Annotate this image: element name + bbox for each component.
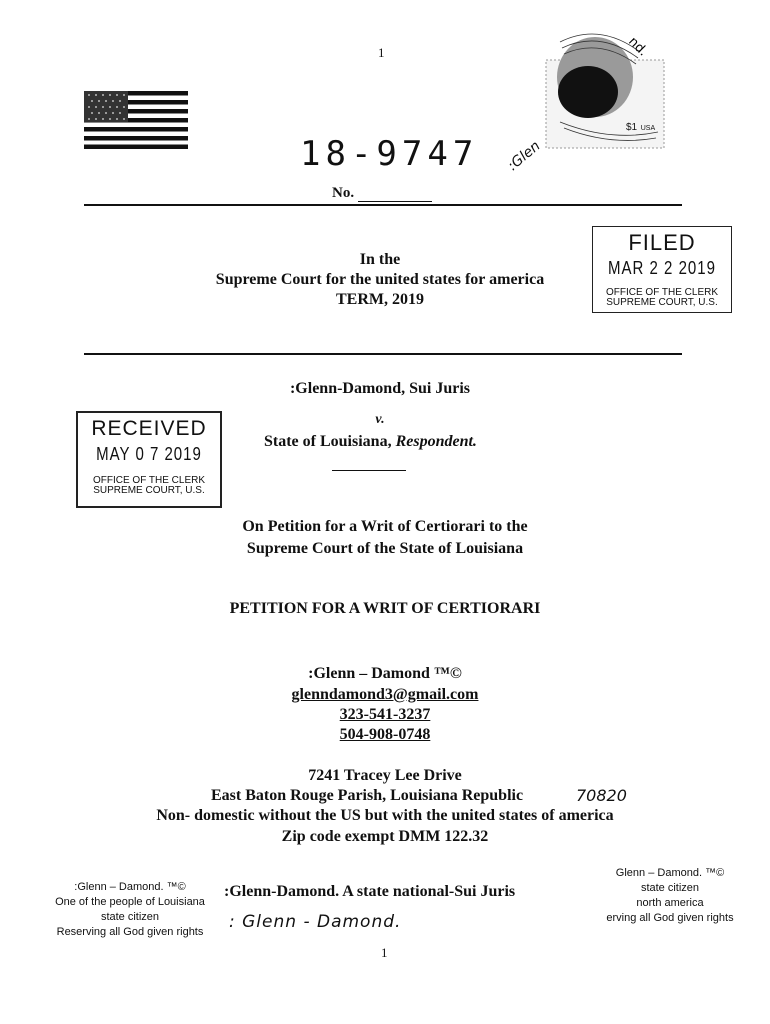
no-label: No. xyxy=(332,185,355,201)
petition-line-1: On Petition for a Writ of Certiorari to the xyxy=(242,518,528,535)
signature-left-line-4: Reserving all God given rights xyxy=(56,926,204,938)
stamp-country-text: USA xyxy=(640,125,656,132)
signature-left-line-2: One of the people of Louisiana xyxy=(55,896,205,908)
filed-stamp-office-1: OFFICE OF THE CLERK xyxy=(605,287,719,298)
received-stamp-office-1: OFFICE OF THE CLERK xyxy=(92,475,206,486)
filed-stamp xyxy=(592,226,732,313)
no-underline xyxy=(358,201,432,202)
address-line-3: Non- domestic without the US but with the united states of america xyxy=(156,807,614,824)
parties-underline xyxy=(332,470,406,471)
signature-right-line-3: north america xyxy=(636,897,704,909)
court-line-2: Supreme Court for the united states for america xyxy=(215,271,545,288)
contact-phone-2: 504-908-0748 xyxy=(339,726,431,743)
address-line-2: East Baton Rouge Parish, Louisiana Republic xyxy=(211,787,524,804)
stamp-value-text: $1 xyxy=(626,122,638,133)
handwritten-signature: : Glenn - Damond. xyxy=(229,912,402,932)
petition-block xyxy=(180,516,590,560)
signature-left-line-1: :Glenn – Damond. ™© xyxy=(74,881,186,893)
postage-stamp-icon xyxy=(540,22,670,157)
respondent-line xyxy=(264,432,564,452)
case-handwritten-mark: :Glen xyxy=(504,138,544,175)
received-stamp-office-2: SUPREME COURT, U.S. xyxy=(93,485,205,496)
middle-rule xyxy=(84,353,682,355)
american-flag-icon xyxy=(84,91,188,149)
signature-left-block xyxy=(40,880,220,940)
petition-heading: PETITION FOR A WRIT OF CERTIORARI xyxy=(229,600,541,617)
filed-stamp-date: MAR 2 2 2019 xyxy=(608,257,716,280)
signature-right-line-1: Glenn – Damond. ™© xyxy=(615,867,725,879)
bottom-page-number: 1 xyxy=(381,945,388,960)
signature-left-line-3: state citizen xyxy=(100,911,160,923)
court-line-1: In the xyxy=(359,251,401,268)
zip-handwritten: 70820 xyxy=(576,786,627,805)
address-line-1: 7241 Tracey Lee Drive xyxy=(308,767,462,784)
signature-right-line-4: erving all God given rights xyxy=(606,912,734,924)
case-number: 18-9747 xyxy=(300,134,479,174)
address-line-4: Zip code exempt DMM 122.32 xyxy=(281,828,489,845)
contact-name: :Glenn – Damond ™© xyxy=(308,665,462,682)
signature-center-text: :Glenn-Damond. A state national-Sui Juris xyxy=(224,883,516,900)
top-page-number: 1 xyxy=(378,45,385,60)
received-stamp xyxy=(76,411,222,508)
signature-right-block xyxy=(590,866,750,926)
respondent-role: Respondent. xyxy=(395,433,477,450)
versus-label: v. xyxy=(375,412,385,427)
petition-line-2: Supreme Court of the State of Louisiana xyxy=(246,540,524,557)
respondent-name: State of Louisiana, xyxy=(264,433,396,450)
received-stamp-date: MAY 0 7 2019 xyxy=(96,443,202,466)
stamp-value xyxy=(626,118,655,133)
svg-text:nd.: nd. xyxy=(625,34,651,60)
filed-stamp-title: FILED xyxy=(628,230,696,255)
signature-right-line-2: state citizen xyxy=(640,882,700,894)
contact-phone-1: 323-541-3237 xyxy=(339,706,431,723)
received-stamp-title: RECEIVED xyxy=(91,417,207,440)
court-line-3: TERM, 2019 xyxy=(336,291,424,308)
petitioner-name: :Glenn-Damond, Sui Juris xyxy=(289,380,471,397)
court-block xyxy=(180,250,580,310)
top-rule xyxy=(84,204,682,206)
filed-stamp-office-2: SUPREME COURT, U.S. xyxy=(606,297,718,308)
contact-email[interactable]: glenndamond3@gmail.com xyxy=(291,686,479,703)
